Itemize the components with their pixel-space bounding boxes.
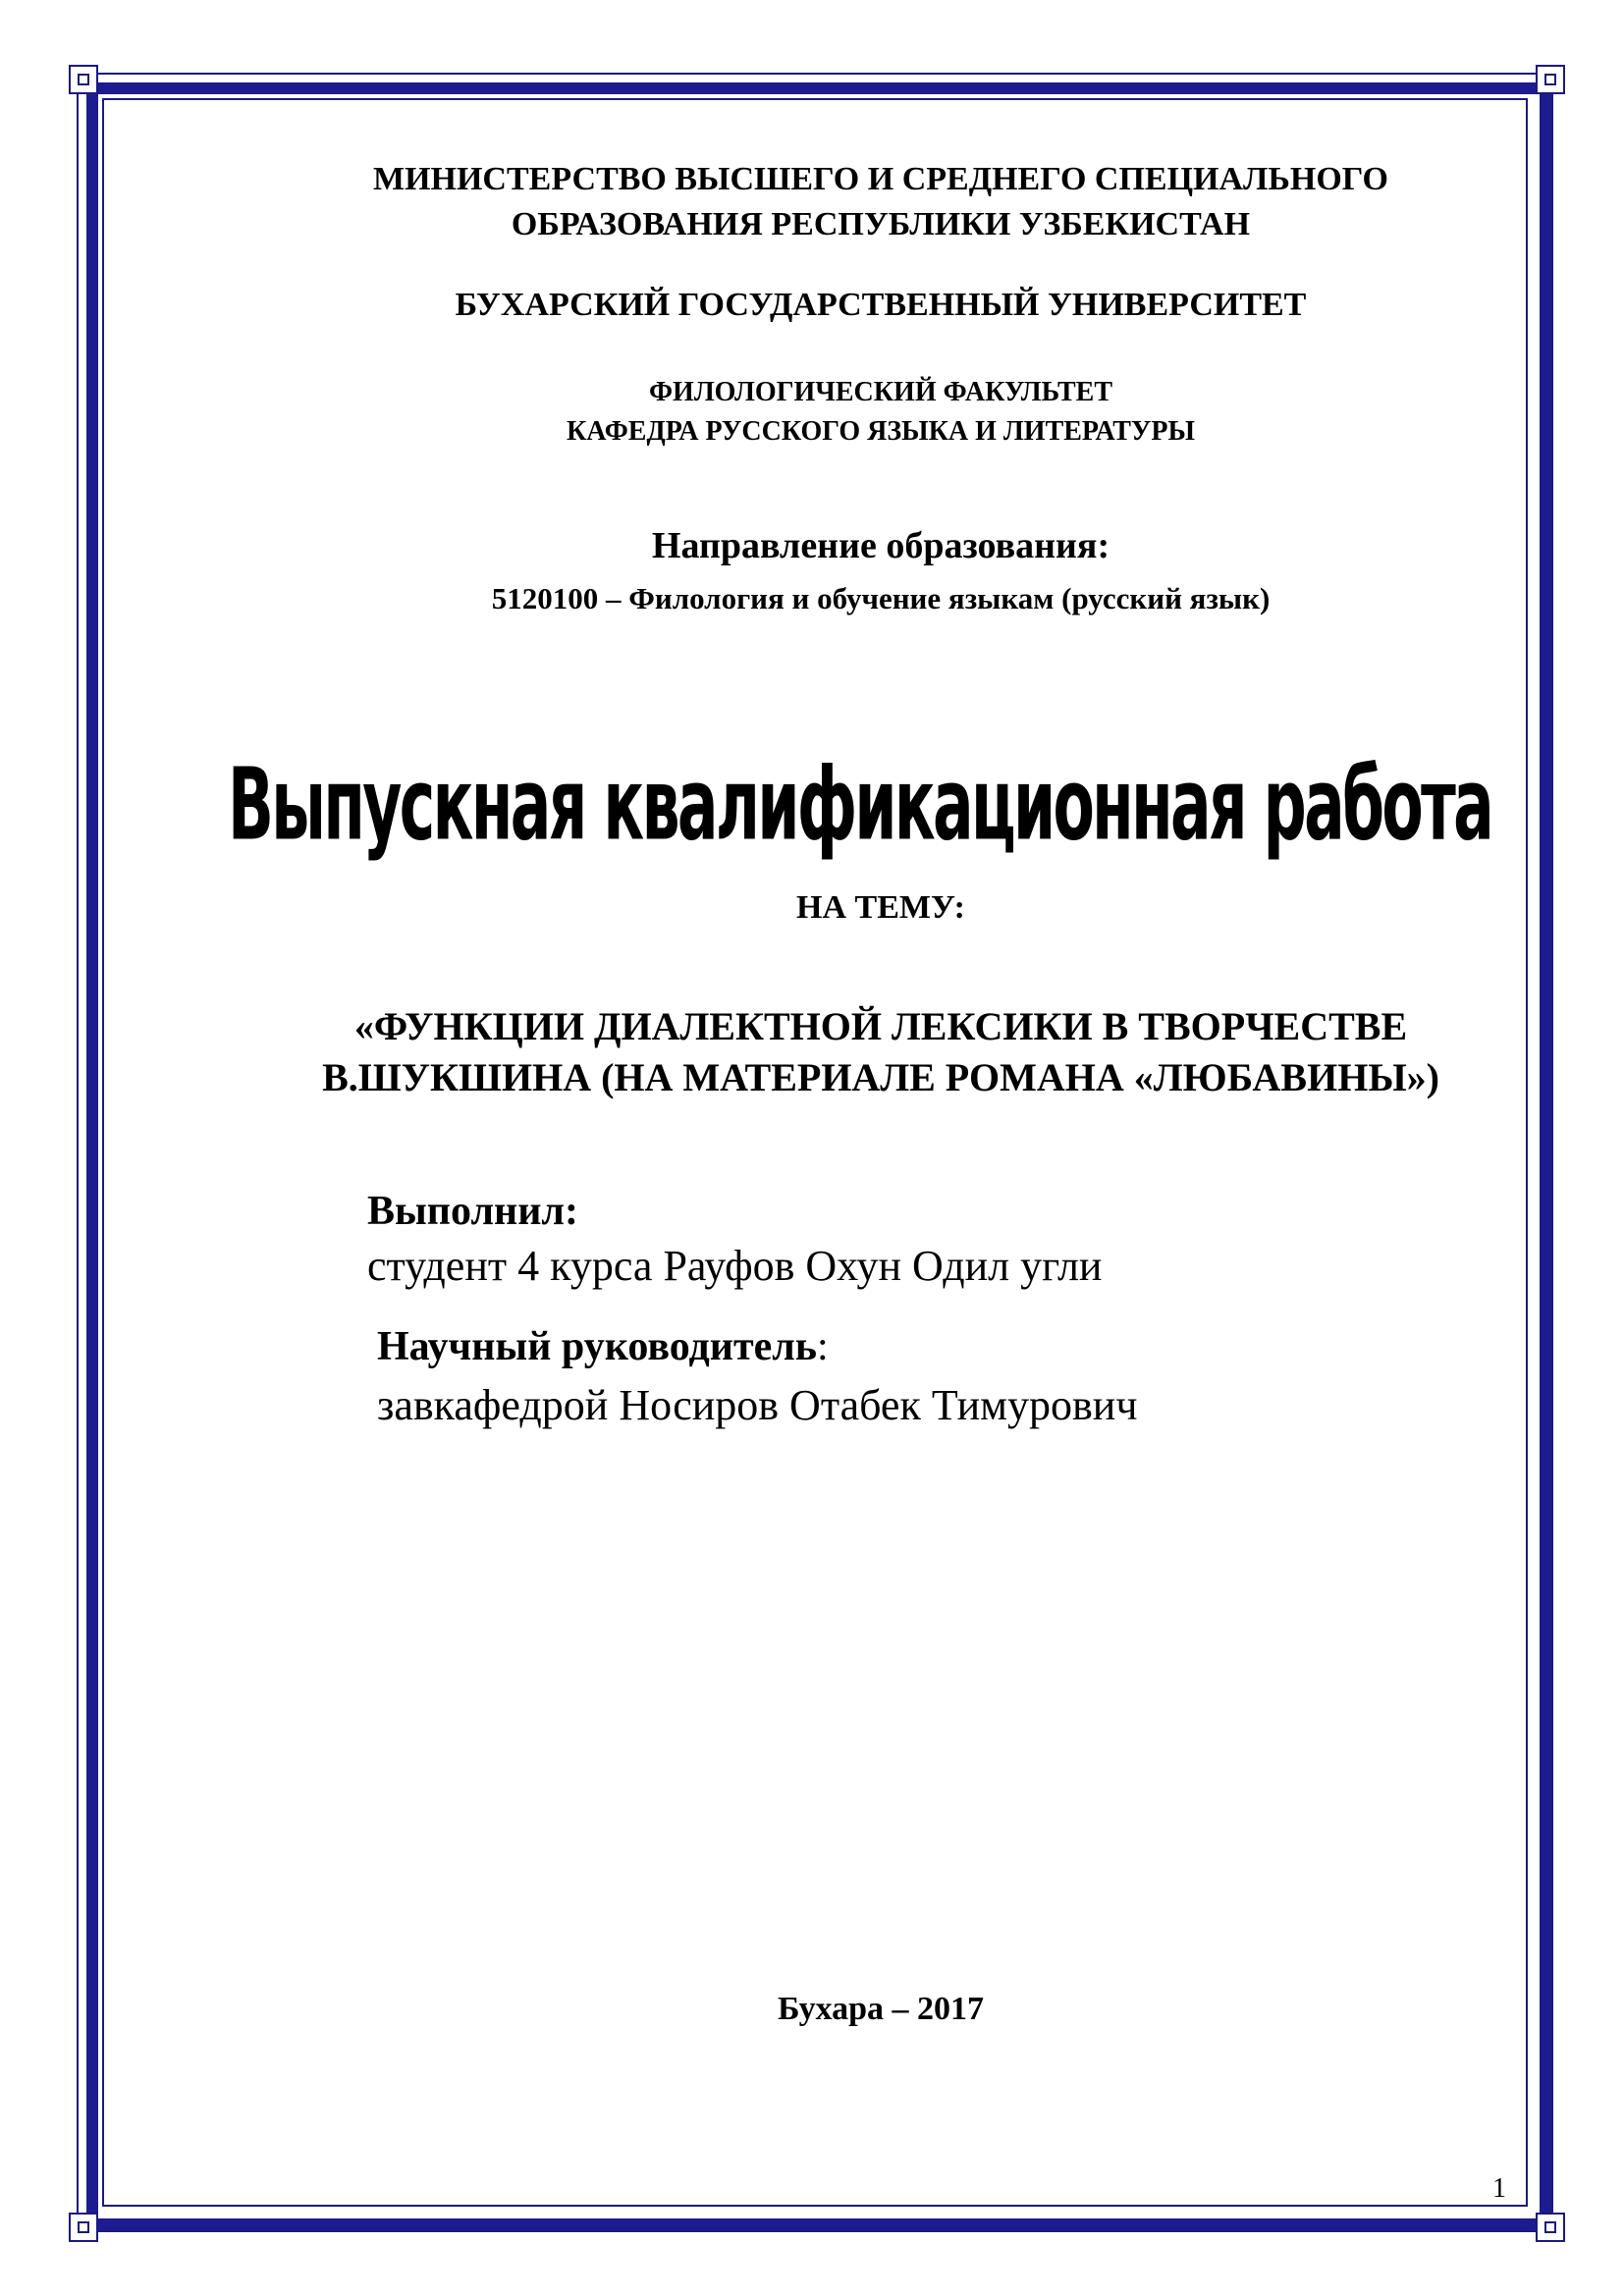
supervisor-label-text: Научный руководитель bbox=[377, 1324, 817, 1369]
supervisor-name: завкафедрой Носиров Отабек Тимурович bbox=[377, 1381, 1138, 1429]
topic-label: НА ТЕМУ: bbox=[796, 889, 965, 926]
page-number: 1 bbox=[1492, 2173, 1506, 2204]
frame-corner-ornament bbox=[1536, 65, 1565, 94]
ministry-heading bbox=[0, 157, 1624, 247]
direction-value: 5120100 – Филология и обучение языкам (русский язык) bbox=[491, 581, 1271, 615]
ministry-line-2: ОБРАЗОВАНИЯ РЕСПУБЛИКИ УЗБЕКИСТАН bbox=[511, 206, 1251, 242]
supervisor-label-colon: : bbox=[817, 1324, 829, 1369]
city-year: Бухара – 2017 bbox=[777, 1991, 985, 2027]
department-name: КАФЕДРА РУССКОГО ЯЗЫКА И ЛИТЕРАТУРЫ bbox=[566, 416, 1196, 447]
work-title: Выпускная квалификационная работа bbox=[228, 746, 1492, 863]
faculty-name: ФИЛОЛОГИЧЕСКИЙ ФАКУЛЬТЕТ bbox=[648, 377, 1113, 407]
faculty-block bbox=[0, 373, 1624, 452]
frame-corner-ornament bbox=[69, 65, 98, 94]
topic-line-1: «ФУНКЦИИ ДИАЛЕКТНОЙ ЛЕКСИКИ В ТВОРЧЕСТВЕ bbox=[353, 1004, 1408, 1048]
frame-corner-ornament bbox=[1536, 2213, 1565, 2242]
university-name: БУХАРСКИЙ ГОСУДАРСТВЕННЫЙ УНИВЕРСИТЕТ bbox=[455, 287, 1307, 323]
direction-label: Направление образования: bbox=[651, 525, 1110, 566]
ministry-line-1: МИНИСТЕРСТВО ВЫСШЕГО И СРЕДНЕГО СПЕЦИАЛЬНОГО bbox=[373, 161, 1388, 197]
author-label: Выполнил: bbox=[367, 1189, 578, 1234]
frame-corner-ornament bbox=[69, 2213, 98, 2242]
topic-title bbox=[0, 1001, 1624, 1103]
supervisor-label bbox=[377, 1323, 829, 1370]
author-name: студент 4 курса Рауфов Охун Одил угли bbox=[367, 1242, 1103, 1290]
topic-line-2: В.ШУКШИНА (НА МАТЕРИАЛЕ РОМАНА «ЛЮБАВИНЫ») bbox=[322, 1055, 1439, 1099]
